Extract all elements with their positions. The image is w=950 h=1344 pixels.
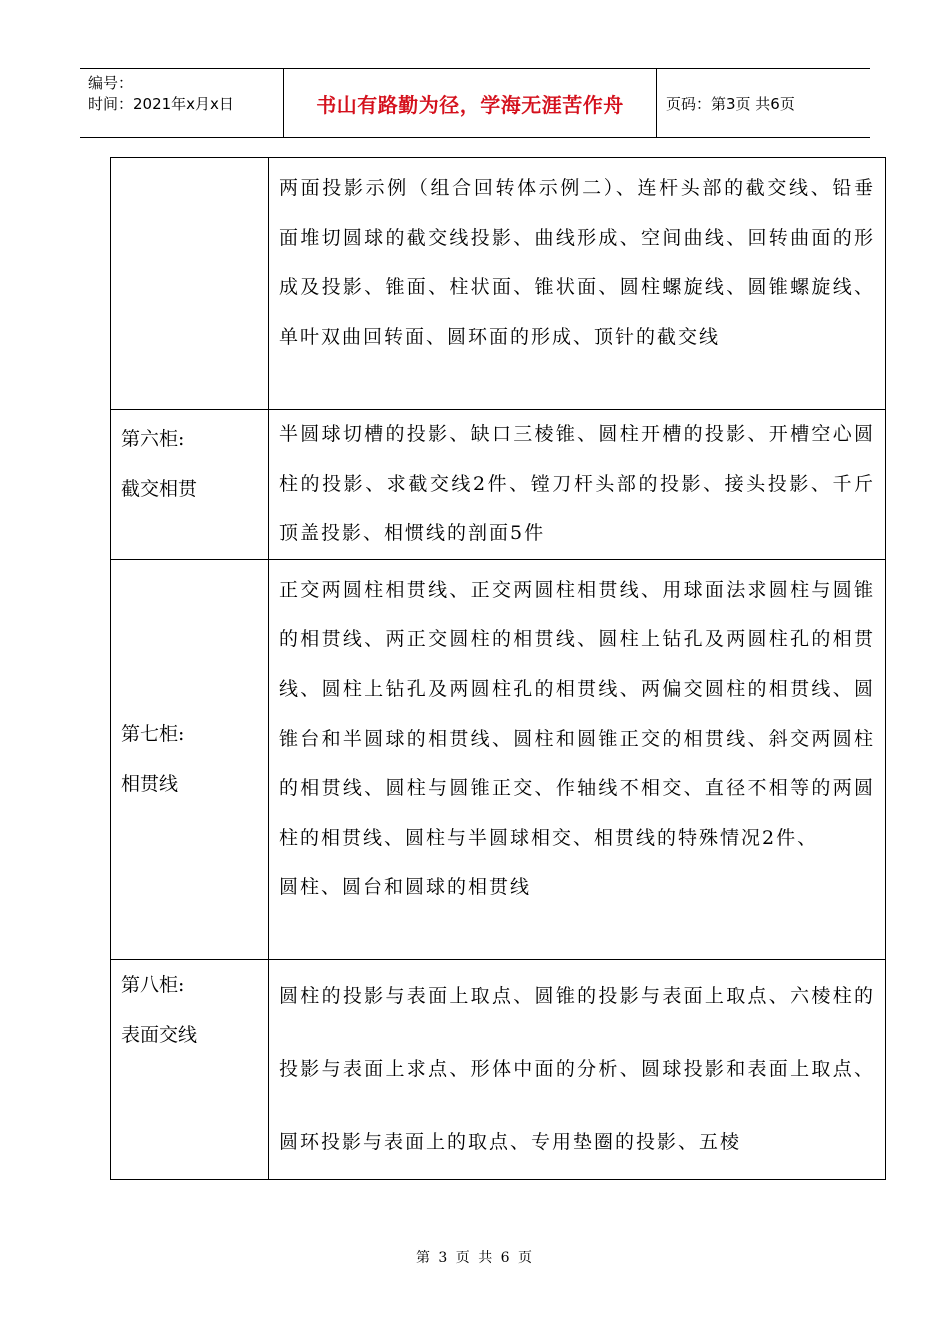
cabinet-title: 截交相贯 — [121, 478, 198, 500]
cabinet-items-text: 圆柱的投影与表面上取点、圆锥的投影与表面上取点、六棱柱的投影与表面上求点、形体中面的分析、圆球投影和表面上取点、圆环投影与表面上的取点、专用垫圈的投影、五棱 — [279, 984, 875, 1153]
header-page-info: 页码：第3页 共6页 — [666, 94, 795, 113]
header-meta — [88, 73, 234, 115]
header-divider — [656, 69, 657, 137]
cabinet-items-text: 半圆球切槽的投影、缺口三棱锥、圆柱开槽的投影、开槽空心圆柱的投影、求截交线2件、镗刀杆头部的投影、接头投影、千斤顶盖投影、相惯线的剖面5件 — [279, 423, 875, 545]
cabinet-label-cell — [111, 559, 269, 959]
cabinet-items-text: 圆柱、圆台和圆球的相贯线 — [279, 876, 532, 899]
table-row — [111, 410, 886, 560]
cabinet-label-cell — [111, 158, 269, 410]
exhibit-table — [110, 157, 886, 1180]
table-row — [111, 959, 886, 1179]
header-motto: 书山有路勤为径，学海无涯苦作舟 — [316, 92, 624, 117]
page-header — [80, 68, 870, 138]
table-row — [111, 559, 886, 959]
cabinet-title: 相贯线 — [121, 773, 179, 796]
cabinet-items-cell — [269, 158, 886, 410]
cabinet-title: 表面交线 — [121, 1023, 198, 1046]
cabinet-items-text: 两面投影示例（组合回转体示例二）、连杆头部的截交线、铅垂面堆切圆球的截交线投影、曲线形成、空间曲线、回转曲面的形成及投影、锥面、柱状面、锥状面、圆柱螺旋线、圆锥螺旋线、单叶双曲回转面、圆环面的形成、顶针的截交线 — [279, 177, 875, 348]
cabinet-items-text: 正交两圆柱相贯线、正交两圆柱相贯线、用球面法求圆柱与圆锥的相贯线、两正交圆柱的相贯线、圆柱上钻孔及两圆柱孔的相贯线、圆柱上钻孔及两圆柱孔的相贯线、两偏交圆柱的相贯线、圆锥台和半圆球的相贯线、圆柱和圆锥正交的相贯线、斜交两圆柱的相贯线、圆柱与圆锥正交、作轴线不相交、直径不相等的两圆柱的相贯线、圆柱与半圆球相交、相贯线的特殊情况2件、 — [279, 578, 875, 849]
cabinet-number: 第八柜: — [121, 973, 185, 996]
document-date: 时间：2021年x月x日 — [88, 95, 234, 113]
cabinet-label-cell — [111, 959, 269, 1179]
cabinet-label-cell — [111, 410, 269, 560]
cabinet-items-cell — [269, 410, 886, 560]
cabinet-items-cell — [269, 959, 886, 1179]
cabinet-number: 第六柜: — [121, 428, 185, 450]
cabinet-number: 第七柜: — [121, 723, 185, 746]
table-row — [111, 158, 886, 410]
cabinet-items-cell — [269, 559, 886, 959]
page-footer: 第 3 页 共 6 页 — [415, 1250, 535, 1266]
document-number-label: 编号： — [88, 74, 134, 92]
